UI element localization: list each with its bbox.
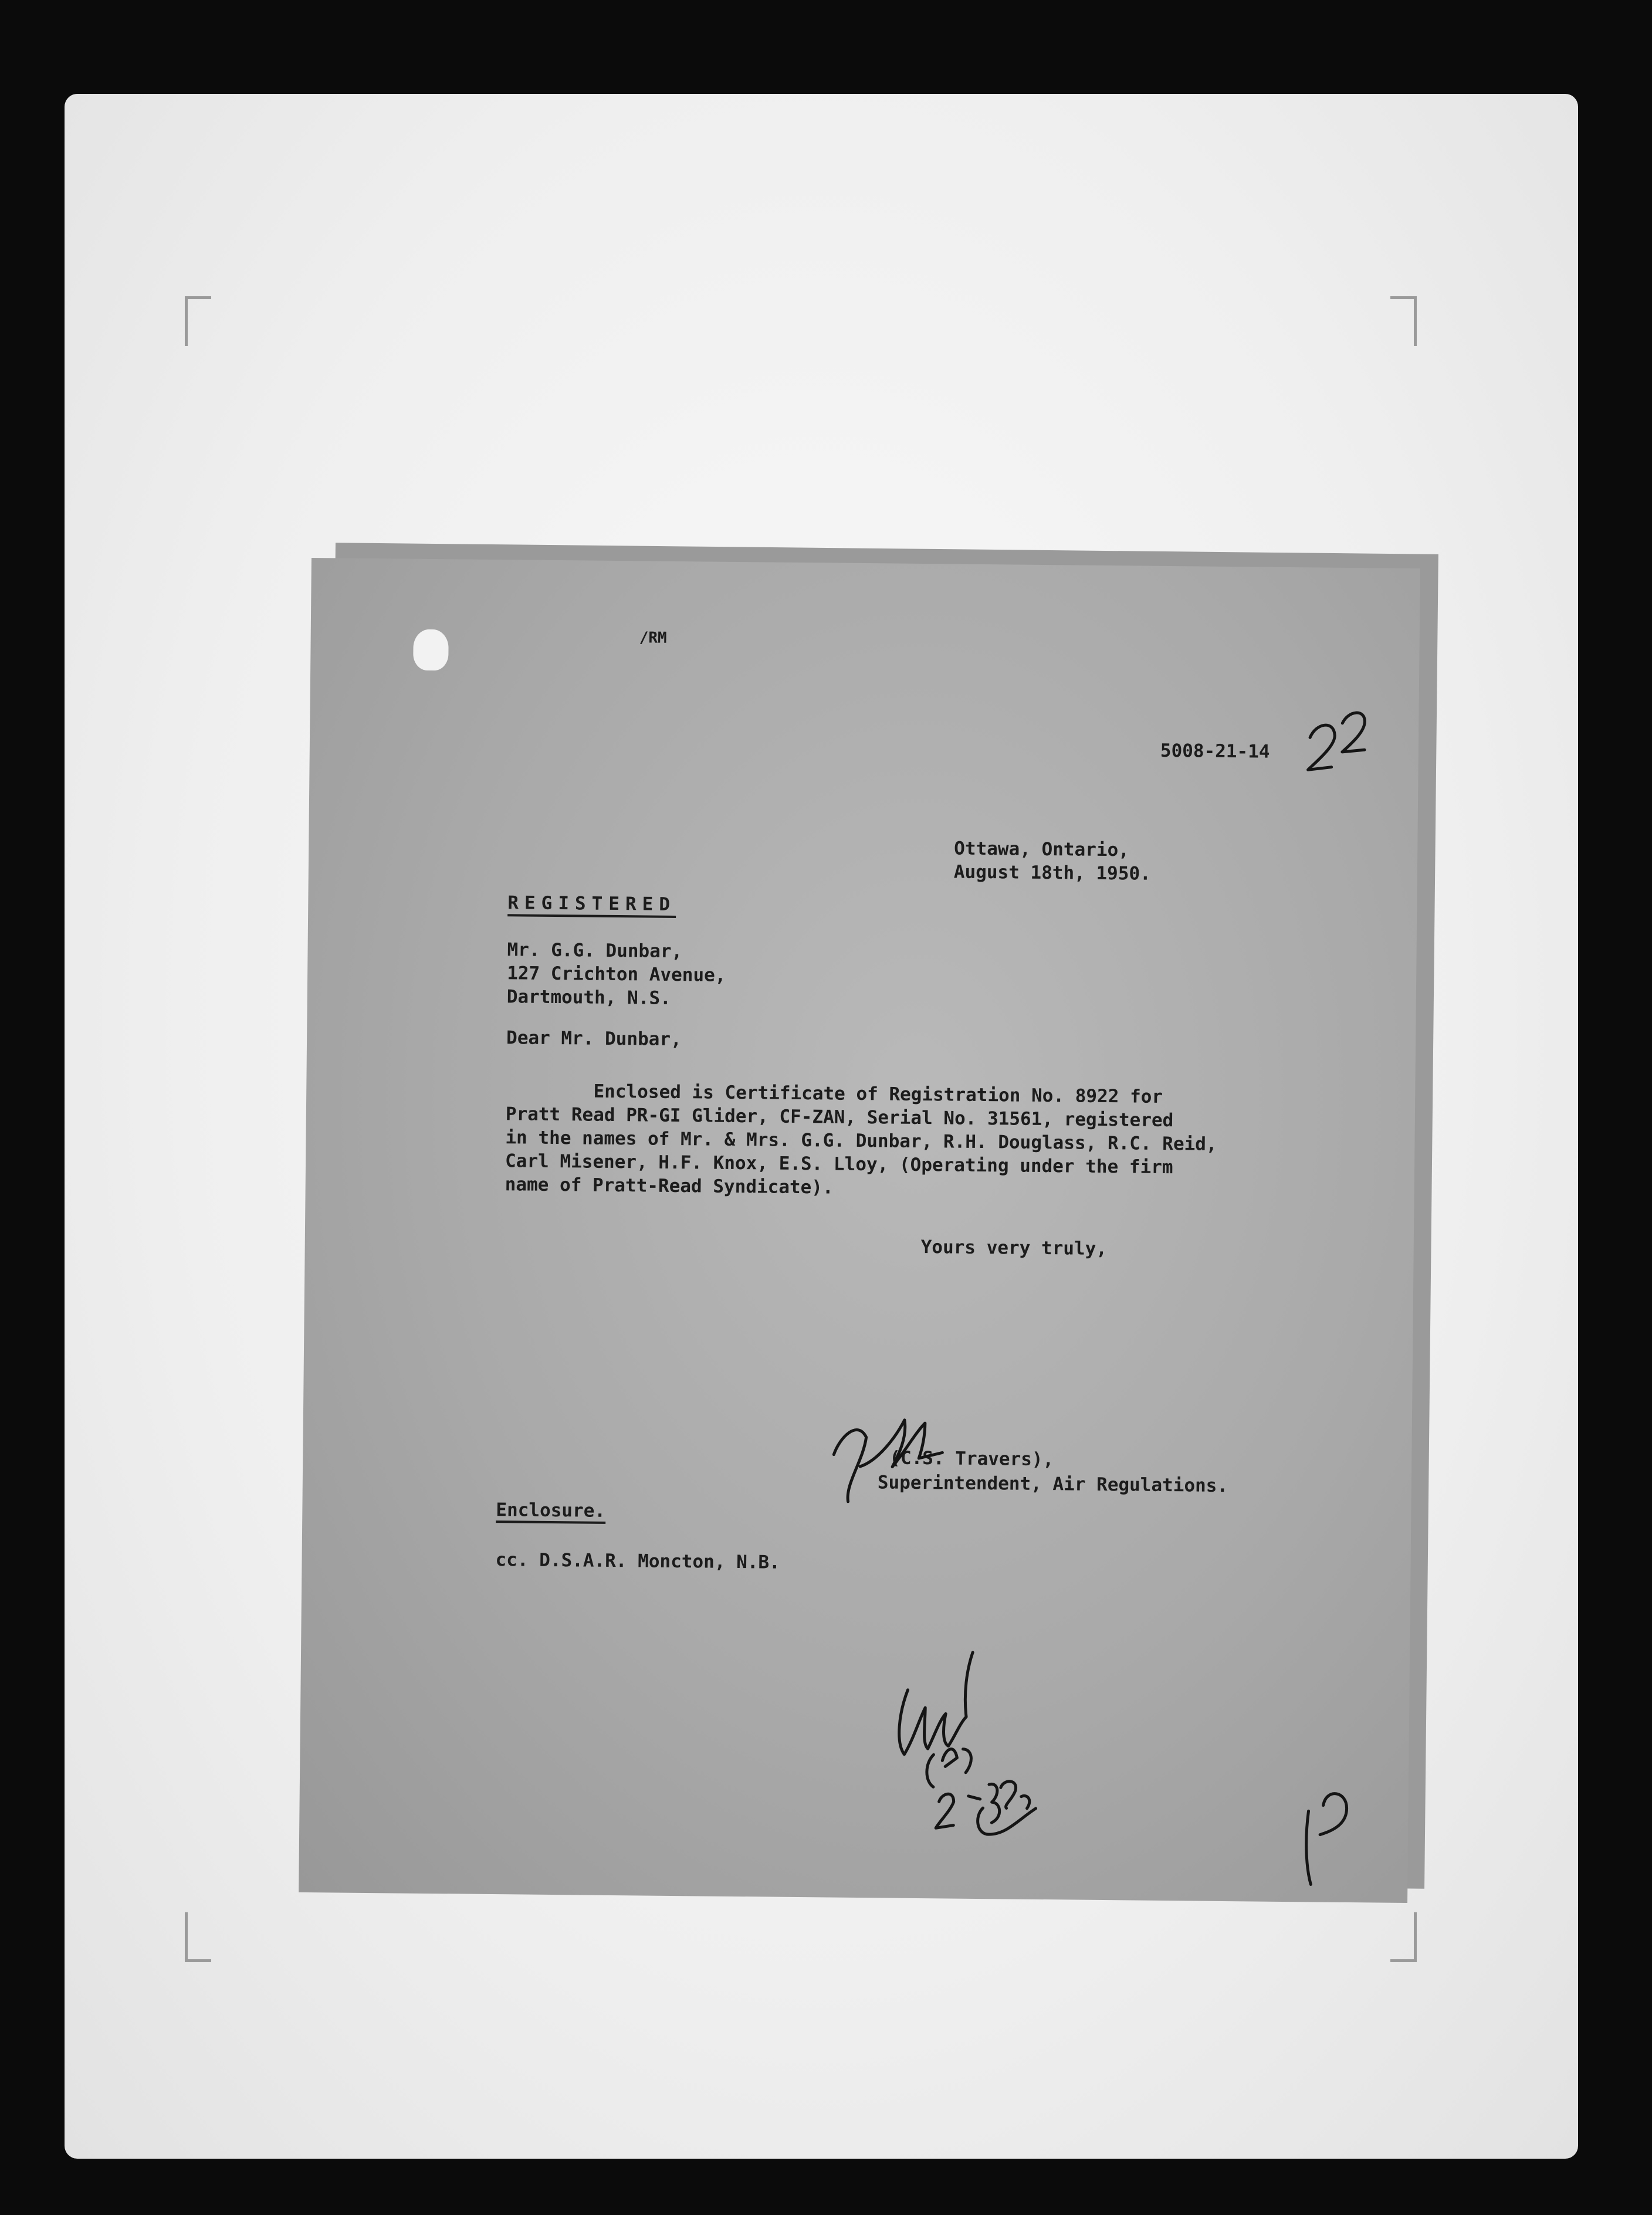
addressee-line: Dartmouth, N.S. xyxy=(506,986,671,1009)
registered-label: REGISTERED xyxy=(507,894,676,918)
crop-mark-top-left xyxy=(185,296,211,346)
addressee-line: Mr. G.G. Dunbar, xyxy=(507,939,683,963)
signature-scrawl xyxy=(834,1420,943,1503)
letter-place: Ottawa, Ontario, xyxy=(954,838,1130,861)
enclosure-label: Enclosure. xyxy=(496,1501,605,1524)
body-line: Enclosed is Certificate of Registration No. 8922 for xyxy=(506,1080,1163,1108)
body-line: in the names of Mr. & Mrs. G.G. Dunbar, R.H. Douglass, R.C. Reid, xyxy=(505,1127,1217,1155)
handwritten-corner-mark xyxy=(1306,1793,1347,1885)
handwriting-layer xyxy=(299,558,1420,1903)
body-line: name of Pratt-Read Syndicate). xyxy=(505,1174,834,1198)
handwritten-file-mark xyxy=(1308,712,1365,770)
salutation: Dear Mr. Dunbar, xyxy=(506,1027,682,1051)
handwritten-notation xyxy=(898,1652,1037,1835)
body-line: Carl Misener, H.F. Knox, E.S. Lloy, (Operating under the firm xyxy=(505,1150,1173,1178)
letter-sheet xyxy=(299,558,1420,1903)
closing: Yours very truly, xyxy=(920,1237,1108,1260)
body-line: Pratt Read PR-GI Glider, CF-ZAN, Serial No. 31561, registered xyxy=(505,1103,1174,1132)
letter-date: August 18th, 1950. xyxy=(953,861,1151,885)
file-number: 5008-21-14 xyxy=(1160,740,1270,763)
signatory-name: (C.S. Travers), xyxy=(889,1447,1054,1471)
crop-mark-top-right xyxy=(1390,296,1417,346)
cc-line: cc. D.S.A.R. Moncton, N.B. xyxy=(495,1549,780,1573)
addressee-line: 127 Crichton Avenue, xyxy=(507,963,726,986)
signatory-title: Superintendent, Air Regulations. xyxy=(877,1472,1228,1497)
crop-mark-bottom-right xyxy=(1390,1912,1417,1962)
crop-mark-bottom-left xyxy=(185,1912,211,1962)
reference-code: /RM xyxy=(639,629,667,647)
